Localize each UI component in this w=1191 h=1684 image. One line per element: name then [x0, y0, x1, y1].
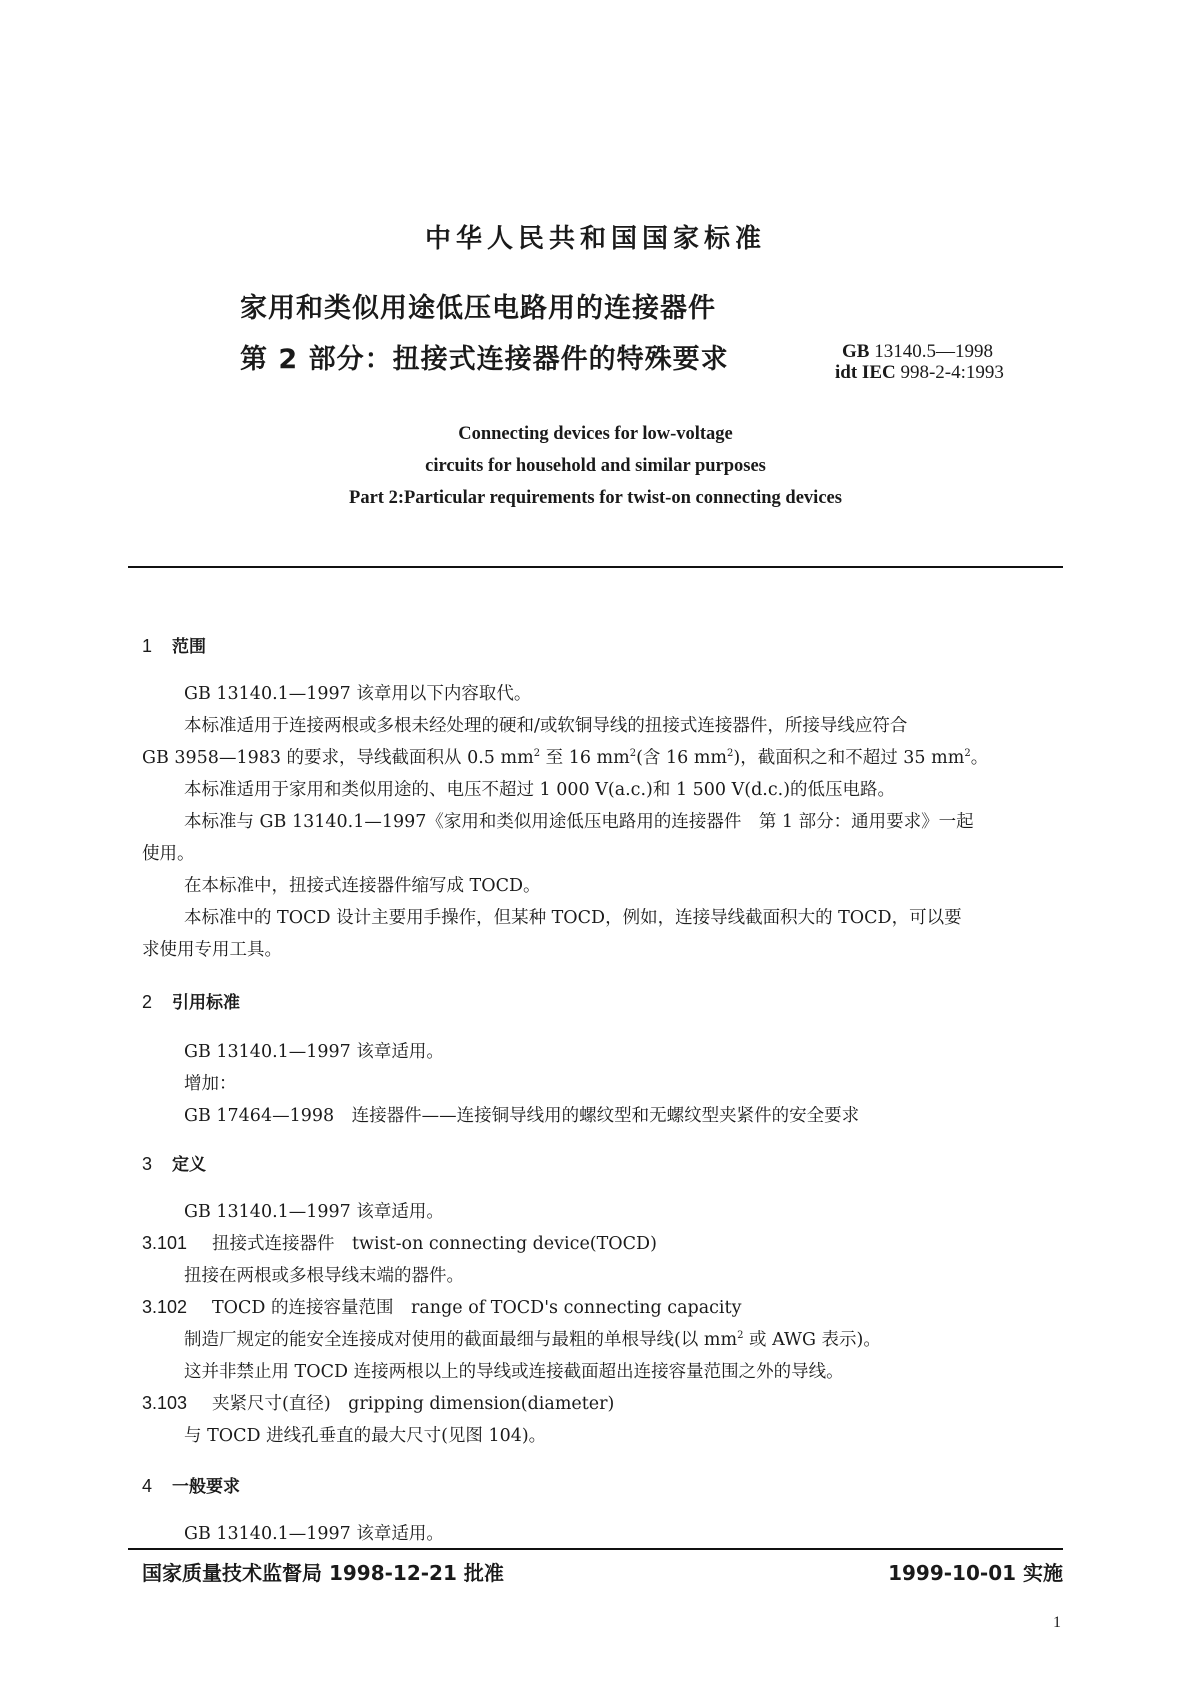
definition-3-102-sup: 2	[737, 1330, 744, 1342]
s1-p2b-part3: (含 16 mm	[636, 748, 728, 768]
s1-p2b-part1: GB 3958—1983 的要求，导线截面积从 0.5 mm	[142, 748, 534, 768]
s2-paragraph-1: GB 13140.1—1997 该章适用。	[184, 1042, 444, 1062]
s4-paragraph-1: GB 13140.1—1997 该章适用。	[184, 1524, 444, 1544]
s1-paragraph-2a: 本标准适用于连接两根或多根未经处理的硬和/或软铜导线的扭接式连接器件，所接导线应符合	[184, 716, 908, 736]
title-en-line2: circuits for household and similar purposes	[425, 456, 766, 476]
s1-p2b-part5: 。	[970, 748, 989, 768]
section-1-title: 范围	[172, 637, 206, 657]
s2-paragraph-2: 增加：	[184, 1074, 237, 1094]
s1-paragraph-2b	[142, 744, 988, 769]
definition-3-103-text: 与 TOCD 进线孔垂直的最大尺寸(见图 104)。	[184, 1426, 547, 1446]
section-1-heading	[142, 632, 206, 657]
footer-divider	[128, 1548, 1063, 1550]
definition-3-101-text: 扭接在两根或多根导线末端的器件。	[184, 1266, 464, 1286]
header-divider	[128, 566, 1063, 568]
national-standard-heading: 中华人民共和国国家标准	[424, 224, 766, 254]
standard-number-value: 13140.5—1998	[874, 341, 993, 362]
definition-3-103-term: 夹紧尺寸(直径) gripping dimension(diameter)	[212, 1394, 615, 1414]
definition-3-101	[142, 1230, 657, 1255]
standard-number	[842, 341, 993, 363]
section-1-number: 1	[142, 636, 153, 656]
section-4-title: 一般要求	[172, 1477, 240, 1497]
page-number: 1	[1053, 1614, 1061, 1631]
title-en-line3: Part 2:Particular requirements for twist-on connecting devices	[349, 488, 842, 508]
s1-p2b-part2: 至 16 mm	[540, 748, 630, 768]
definition-3-102-text-2: 这并非禁止用 TOCD 连接两根以上的导线或连接截面超出连接容量范围之外的导线。	[184, 1362, 844, 1382]
section-3-number: 3	[142, 1154, 153, 1174]
definition-3-101-number: 3.101	[142, 1233, 188, 1253]
section-2-heading	[142, 988, 240, 1013]
standard-number-prefix: GB	[842, 341, 870, 362]
section-3-title: 定义	[172, 1155, 206, 1175]
definition-3-102-number: 3.102	[142, 1297, 188, 1317]
s1-paragraph-4a: 本标准与 GB 13140.1—1997《家用和类似用途低压电路用的连接器件 第 1 部分：通用要求》一起	[184, 812, 974, 832]
section-4-number: 4	[142, 1476, 153, 1496]
s1-sup-2: 2	[629, 748, 637, 760]
s3-paragraph-1: GB 13140.1—1997 该章适用。	[184, 1202, 444, 1222]
section-2-title: 引用标准	[172, 993, 240, 1013]
s1-sup-1: 2	[533, 748, 541, 760]
definition-3-102-text-1b: 或 AWG 表示)。	[743, 1330, 881, 1350]
title-cn-line2: 第 2 部分：扭接式连接器件的特殊要求	[240, 344, 729, 375]
s1-paragraph-3: 本标准适用于家用和类似用途的、电压不超过 1 000 V(a.c.)和 1 500 V(d.c.)的低压电路。	[184, 780, 896, 800]
s1-sup-3: 2	[727, 748, 734, 760]
section-3-heading	[142, 1150, 206, 1175]
s2-paragraph-3: GB 17464—1998 连接器件——连接铜导线用的螺纹型和无螺纹型夹紧件的安全要求	[184, 1106, 860, 1126]
section-4-heading	[142, 1472, 240, 1497]
idt-prefix: idt IEC	[835, 362, 896, 383]
idt-number	[835, 362, 1004, 384]
s1-p2b-part4: )，截面积之和不超过 35 mm	[733, 748, 965, 768]
definition-3-102-text-1	[184, 1326, 881, 1351]
approval-line: 国家质量技术监督局 1998-12-21 批准	[142, 1561, 504, 1585]
definition-3-102-term: TOCD 的连接容量范围 range of TOCD's connecting capacity	[212, 1298, 742, 1318]
definition-3-103	[142, 1390, 614, 1415]
definition-3-102-text-1a: 制造厂规定的能安全连接成对使用的截面最细与最粗的单根导线(以 mm	[184, 1330, 738, 1350]
definition-3-103-number: 3.103	[142, 1393, 188, 1413]
s1-paragraph-6b: 求使用专用工具。	[142, 940, 282, 960]
title-en-line1: Connecting devices for low-voltage	[458, 424, 733, 444]
idt-value: 998-2-4:1993	[900, 362, 1004, 383]
definition-3-102	[142, 1294, 741, 1319]
s1-paragraph-4b: 使用。	[142, 844, 195, 864]
s1-sup-4: 2	[964, 748, 971, 760]
effective-date: 1999-10-01 实施	[888, 1561, 1063, 1585]
title-cn-line1: 家用和类似用途低压电路用的连接器件	[240, 293, 716, 324]
s1-paragraph-6a: 本标准中的 TOCD 设计主要用手操作，但某种 TOCD，例如，连接导线截面积大的 TOCD，可以要	[184, 908, 962, 928]
s1-paragraph-1: GB 13140.1—1997 该章用以下内容取代。	[184, 684, 532, 704]
s1-paragraph-5: 在本标准中，扭接式连接器件缩写成 TOCD。	[184, 876, 541, 896]
definition-3-101-term: 扭接式连接器件 twist-on connecting device(TOCD)	[212, 1234, 657, 1254]
section-2-number: 2	[142, 992, 153, 1012]
